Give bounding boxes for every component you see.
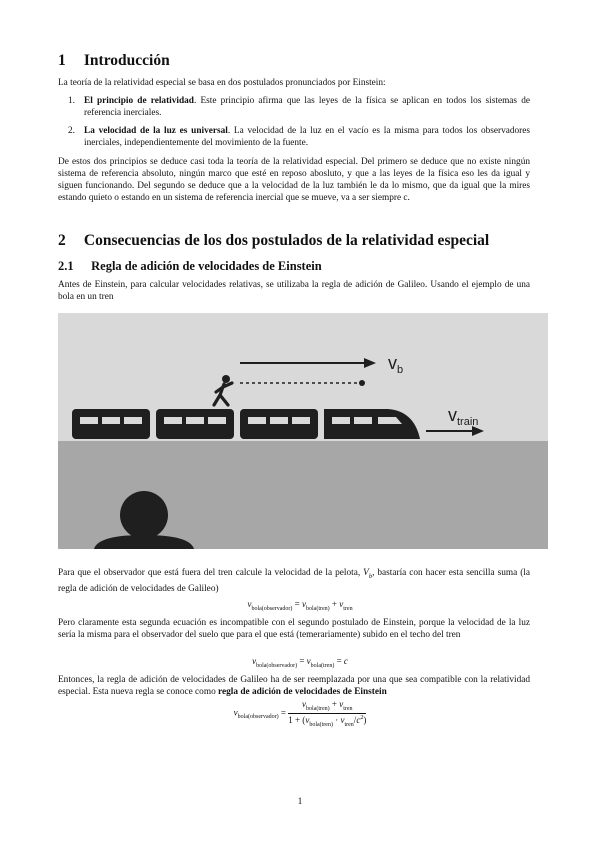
equation-einstein: $v_{bola(observador)}$ = $\frac{v_{bola(tren)} + v_{tren}}{1 + (v_{bola(tren)} \cdot v_{tren}/c^2)}$ (233, 699, 367, 728)
section-1-title (58, 52, 170, 70)
postulate-item-2-rest: . La velocidad de la luz en el vacío es la misma para todos los observadores inerciales, independientemente del movimiento de la fuente. (84, 126, 530, 148)
postulate-item-2-text (84, 125, 530, 149)
paragraph-2-text-b: , bastaría con hacer esta sencilla suma (la regla de adición de velocidades de Galileo) (58, 568, 530, 594)
subsection-2-1-paragraph-4 (58, 674, 530, 698)
subsection-2-1-number: 2.1 (58, 259, 74, 273)
section-1-number: 1 (58, 52, 66, 69)
section-2-number: 2 (58, 232, 66, 249)
einstein-numerator: $v_{bola(tren)} + v_{tren}$ (288, 699, 366, 714)
einstein-denominator: $1 + (v_{bola(tren)} \cdot v_{tren}/c^2)$ (288, 714, 367, 728)
postulate-item-1 (68, 95, 530, 119)
vtrain-label: $v_{train}$ (448, 405, 479, 428)
section-1-intro: La teoría de la relatividad especial se basa en dos postulados pronunciados por Einstein: (58, 78, 386, 88)
section-2-title (58, 232, 489, 250)
page-number: 1 (297, 797, 303, 807)
train-illustration (58, 313, 548, 549)
postulate-item-1-text (84, 95, 530, 119)
subsection-2-1-paragraph-2 (58, 567, 530, 595)
postulate-item-1-rest: . Este principio afirma que las leyes de la física se aplican en todos los sistemas de referencia inerciales. (84, 96, 530, 118)
equation-galileo: $v_{bola(observador)} = v_{bola(tren)} + v_{tren}$ (247, 599, 353, 612)
postulate-item-1-number: 1. (68, 96, 75, 106)
ball (359, 380, 365, 386)
postulate-item-2-bold: La velocidad de la luz es universal (84, 126, 228, 136)
train-figure (58, 313, 548, 549)
subsection-2-1-paragraph-3: Pero claramente esta segunda ecuación es incompatible con el segundo postulado de Einstein, porque la velocidad de la luz sería la misma para el observador del suelo que para el que está (temerariamente) subido en el techo del tren (58, 618, 530, 640)
section-1-title-text: Introducción (83, 52, 170, 69)
section-1-paragraph-2: De estos dos principios se deduce casi toda la teoría de la relatividad especial. Del primero se deduce que no existe ningún sistema de referencia absoluto, ningún marco que esté en reposo abosluto, y que a las leyes de la física eso les da igual y siguen funcionando. Del segundo se deduce que a la velocidad de la luz también le da lo mismo, que da igual que la mires estando quieto o estando en un sistema de referencia inercial que se mueve, va a ser siempre c. (58, 157, 530, 203)
vb-label: $v_b$ (388, 353, 404, 376)
postulate-item-2 (68, 125, 530, 149)
einstein-fraction (288, 699, 366, 728)
section-2-title-text: Consecuencias de los dos postulados de la relatividad especial (83, 232, 490, 249)
paragraph-4-bold: regla de adición de velocidades de Einstein (218, 687, 387, 697)
subsection-2-1-title (58, 259, 322, 274)
postulate-item-1-bold: El principio de relatividad (84, 96, 194, 106)
paragraph-2-text-a: Para que el observador que está fuera del tren calcule la velocidad de la pelota, (58, 568, 364, 578)
equation-light-speed: $v_{bola(observador)} = v_{bola(tren)} = c$ (252, 656, 348, 669)
postulate-item-2-number: 2. (68, 126, 75, 136)
subsection-2-1-title-text: Regla de adición de velocidades de Einstein (91, 259, 322, 273)
vb-variable: $V_b$ (363, 568, 373, 580)
subsection-2-1-paragraph-1: Antes de Einstein, para calcular velocidades relativas, se utilizaba la regla de adición de Galileo. Usando el ejemplo de una bola en un tren (58, 280, 530, 302)
paragraph-4-text: Entonces, la regla de adición de velocidades de Galileo ha de ser reemplazada por una que sea compatible con la relatividad especial. Esta nueva regla se conoce como (58, 675, 530, 697)
